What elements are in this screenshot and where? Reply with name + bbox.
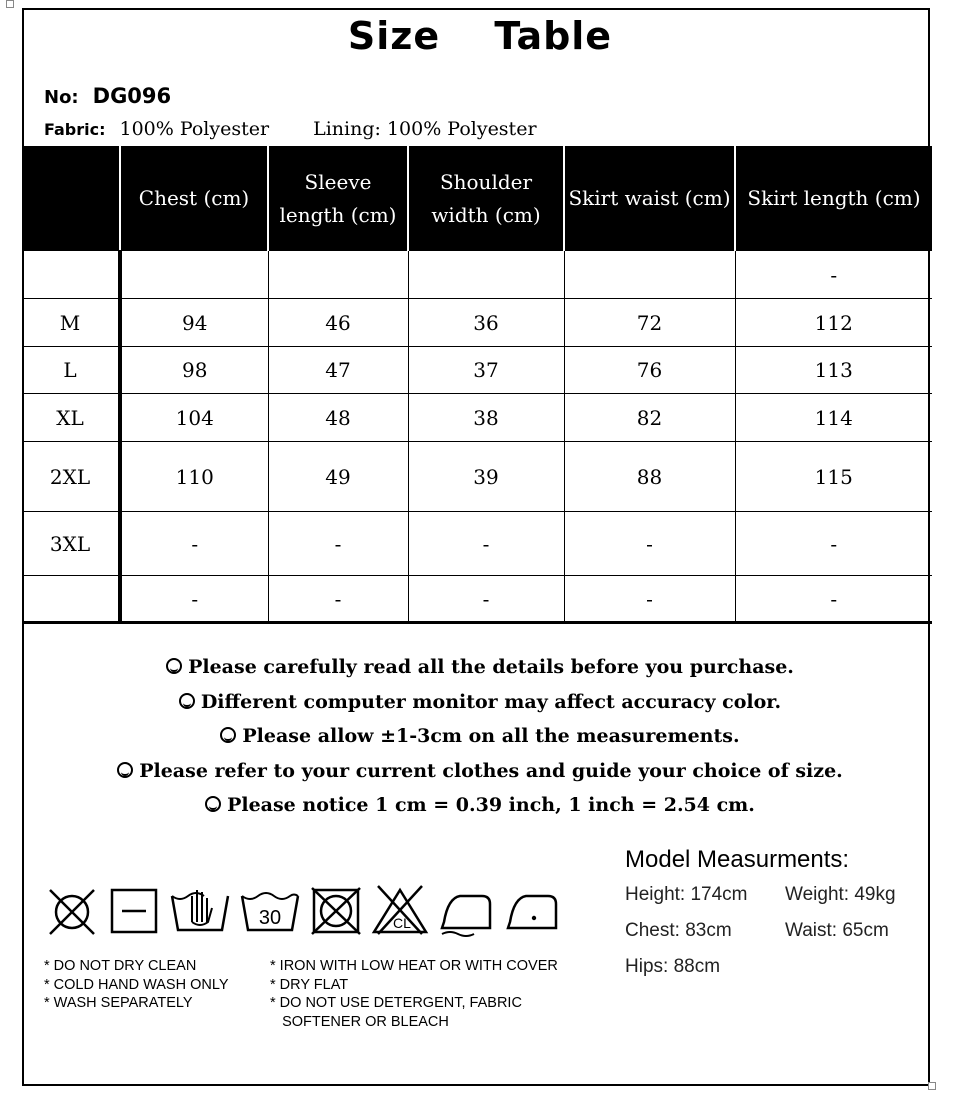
table-cell: 115 bbox=[735, 442, 932, 512]
note-text: Please notice 1 cm = 0.39 inch, 1 inch = 2.54 cm. bbox=[227, 794, 755, 816]
table-cell bbox=[22, 576, 120, 623]
table-cell: 112 bbox=[735, 299, 932, 347]
table-cell: 114 bbox=[735, 394, 932, 442]
svg-text:30: 30 bbox=[258, 907, 282, 929]
table-cell: XL bbox=[22, 394, 120, 442]
care-item: * DRY FLAT bbox=[270, 976, 349, 993]
table-row bbox=[22, 576, 932, 623]
note-text: Please refer to your current clothes and guide your choice of size. bbox=[139, 759, 843, 782]
table-row bbox=[22, 299, 932, 347]
model-height: Height: 174cm bbox=[625, 884, 748, 905]
table-cell bbox=[120, 251, 268, 299]
no-tumble-dry-icon bbox=[308, 882, 364, 938]
table-cell: 113 bbox=[735, 347, 932, 394]
table-cell: M bbox=[22, 299, 120, 347]
care-item: * DO NOT DRY CLEAN bbox=[44, 958, 197, 974]
dry-flat-icon bbox=[106, 882, 162, 938]
smile-icon bbox=[179, 693, 195, 709]
table-cell: - bbox=[735, 251, 932, 299]
care-item: SOFTENER OR BLEACH bbox=[270, 1013, 449, 1030]
smile-icon bbox=[220, 727, 236, 743]
iron-low-heat-icon bbox=[502, 882, 562, 938]
note-line bbox=[0, 719, 960, 754]
table-cell: 88 bbox=[564, 442, 735, 512]
table-cell: 76 bbox=[564, 347, 735, 394]
table-row bbox=[22, 394, 932, 442]
smile-icon bbox=[166, 658, 182, 674]
care-item: * WASH SEPARATELY bbox=[44, 995, 193, 1011]
table-cell: 38 bbox=[408, 394, 564, 442]
care-instructions-left bbox=[44, 957, 229, 1013]
table-cell: - bbox=[564, 576, 735, 623]
product-number-label: No: bbox=[44, 87, 79, 108]
purchase-notes bbox=[0, 650, 960, 823]
table-cell: 104 bbox=[120, 394, 268, 442]
smile-icon bbox=[205, 796, 221, 812]
table-row bbox=[22, 442, 932, 512]
model-measurements bbox=[625, 846, 925, 980]
size-table bbox=[22, 146, 932, 624]
note-line bbox=[0, 754, 960, 789]
table-cell: - bbox=[408, 576, 564, 623]
care-item: * DO NOT USE DETERGENT, FABRIC bbox=[270, 995, 522, 1011]
table-cell: - bbox=[268, 576, 408, 623]
table-cell: 49 bbox=[268, 442, 408, 512]
care-item: * COLD HAND WASH ONLY bbox=[44, 976, 229, 993]
care-instructions-right bbox=[270, 957, 558, 1031]
table-cell: - bbox=[268, 512, 408, 576]
table-cell bbox=[408, 251, 564, 299]
resize-handle-icon bbox=[6, 0, 14, 8]
table-cell: 37 bbox=[408, 347, 564, 394]
fabric-value: 100% Polyester bbox=[119, 118, 270, 140]
lining-info: Lining: 100% Polyester bbox=[313, 118, 537, 140]
note-text: Please allow ±1-3cm on all the measurements. bbox=[242, 725, 740, 747]
table-cell: 110 bbox=[120, 442, 268, 512]
smile-icon bbox=[117, 762, 133, 778]
product-number-value: DG096 bbox=[92, 84, 172, 108]
table-row bbox=[22, 512, 932, 576]
product-number bbox=[44, 84, 171, 108]
table-cell: 98 bbox=[120, 347, 268, 394]
note-line bbox=[0, 650, 960, 685]
table-cell bbox=[268, 251, 408, 299]
table-row bbox=[22, 251, 932, 299]
table-header-row bbox=[22, 147, 932, 251]
table-cell bbox=[564, 251, 735, 299]
fabric-info bbox=[44, 118, 537, 140]
column-header bbox=[22, 147, 120, 251]
page-title: Size Table bbox=[347, 14, 613, 58]
wash-30-icon bbox=[238, 882, 302, 938]
column-header: Skirt waist (cm) bbox=[564, 147, 735, 251]
note-line bbox=[0, 788, 960, 823]
table-cell: 46 bbox=[268, 299, 408, 347]
table-cell: - bbox=[120, 512, 268, 576]
table-cell: - bbox=[735, 512, 932, 576]
no-dry-clean-icon bbox=[44, 882, 100, 938]
column-header: Sleeve length (cm) bbox=[268, 147, 408, 251]
table-cell: 2XL bbox=[22, 442, 120, 512]
resize-handle-icon bbox=[928, 1082, 936, 1090]
note-text: Please carefully read all the details before you purchase. bbox=[188, 656, 794, 678]
model-weight: Weight: 49kg bbox=[785, 884, 896, 905]
svg-text:CL: CL bbox=[393, 915, 411, 931]
table-cell: 82 bbox=[564, 394, 735, 442]
table-cell: 72 bbox=[564, 299, 735, 347]
table-cell: - bbox=[408, 512, 564, 576]
note-line bbox=[0, 685, 960, 720]
table-cell: 47 bbox=[268, 347, 408, 394]
fabric-label: Fabric: bbox=[44, 120, 106, 139]
no-bleach-icon bbox=[370, 882, 430, 938]
column-header: Shoulder width (cm) bbox=[408, 147, 564, 251]
table-cell: 94 bbox=[120, 299, 268, 347]
column-header: Chest (cm) bbox=[120, 147, 268, 251]
table-cell: - bbox=[120, 576, 268, 623]
care-icons bbox=[44, 882, 562, 938]
table-cell: - bbox=[735, 576, 932, 623]
table-cell: 3XL bbox=[22, 512, 120, 576]
table-cell: L bbox=[22, 347, 120, 394]
table-row bbox=[22, 347, 932, 394]
note-text: Different computer monitor may affect accuracy color. bbox=[200, 690, 782, 713]
model-chest: Chest: 83cm bbox=[625, 920, 732, 941]
table-cell: 39 bbox=[408, 442, 564, 512]
table-cell: - bbox=[564, 512, 735, 576]
model-waist: Waist: 65cm bbox=[785, 920, 889, 941]
table-cell bbox=[22, 251, 120, 299]
table-cell: 36 bbox=[408, 299, 564, 347]
care-item: * IRON WITH LOW HEAT OR WITH COVER bbox=[270, 958, 558, 974]
table-cell: 48 bbox=[268, 394, 408, 442]
iron-icon bbox=[436, 882, 496, 938]
hand-wash-icon bbox=[168, 882, 232, 938]
model-title: Model Measurments: bbox=[625, 846, 850, 873]
column-header: Skirt length (cm) bbox=[735, 147, 932, 251]
model-hips: Hips: 88cm bbox=[625, 956, 721, 977]
